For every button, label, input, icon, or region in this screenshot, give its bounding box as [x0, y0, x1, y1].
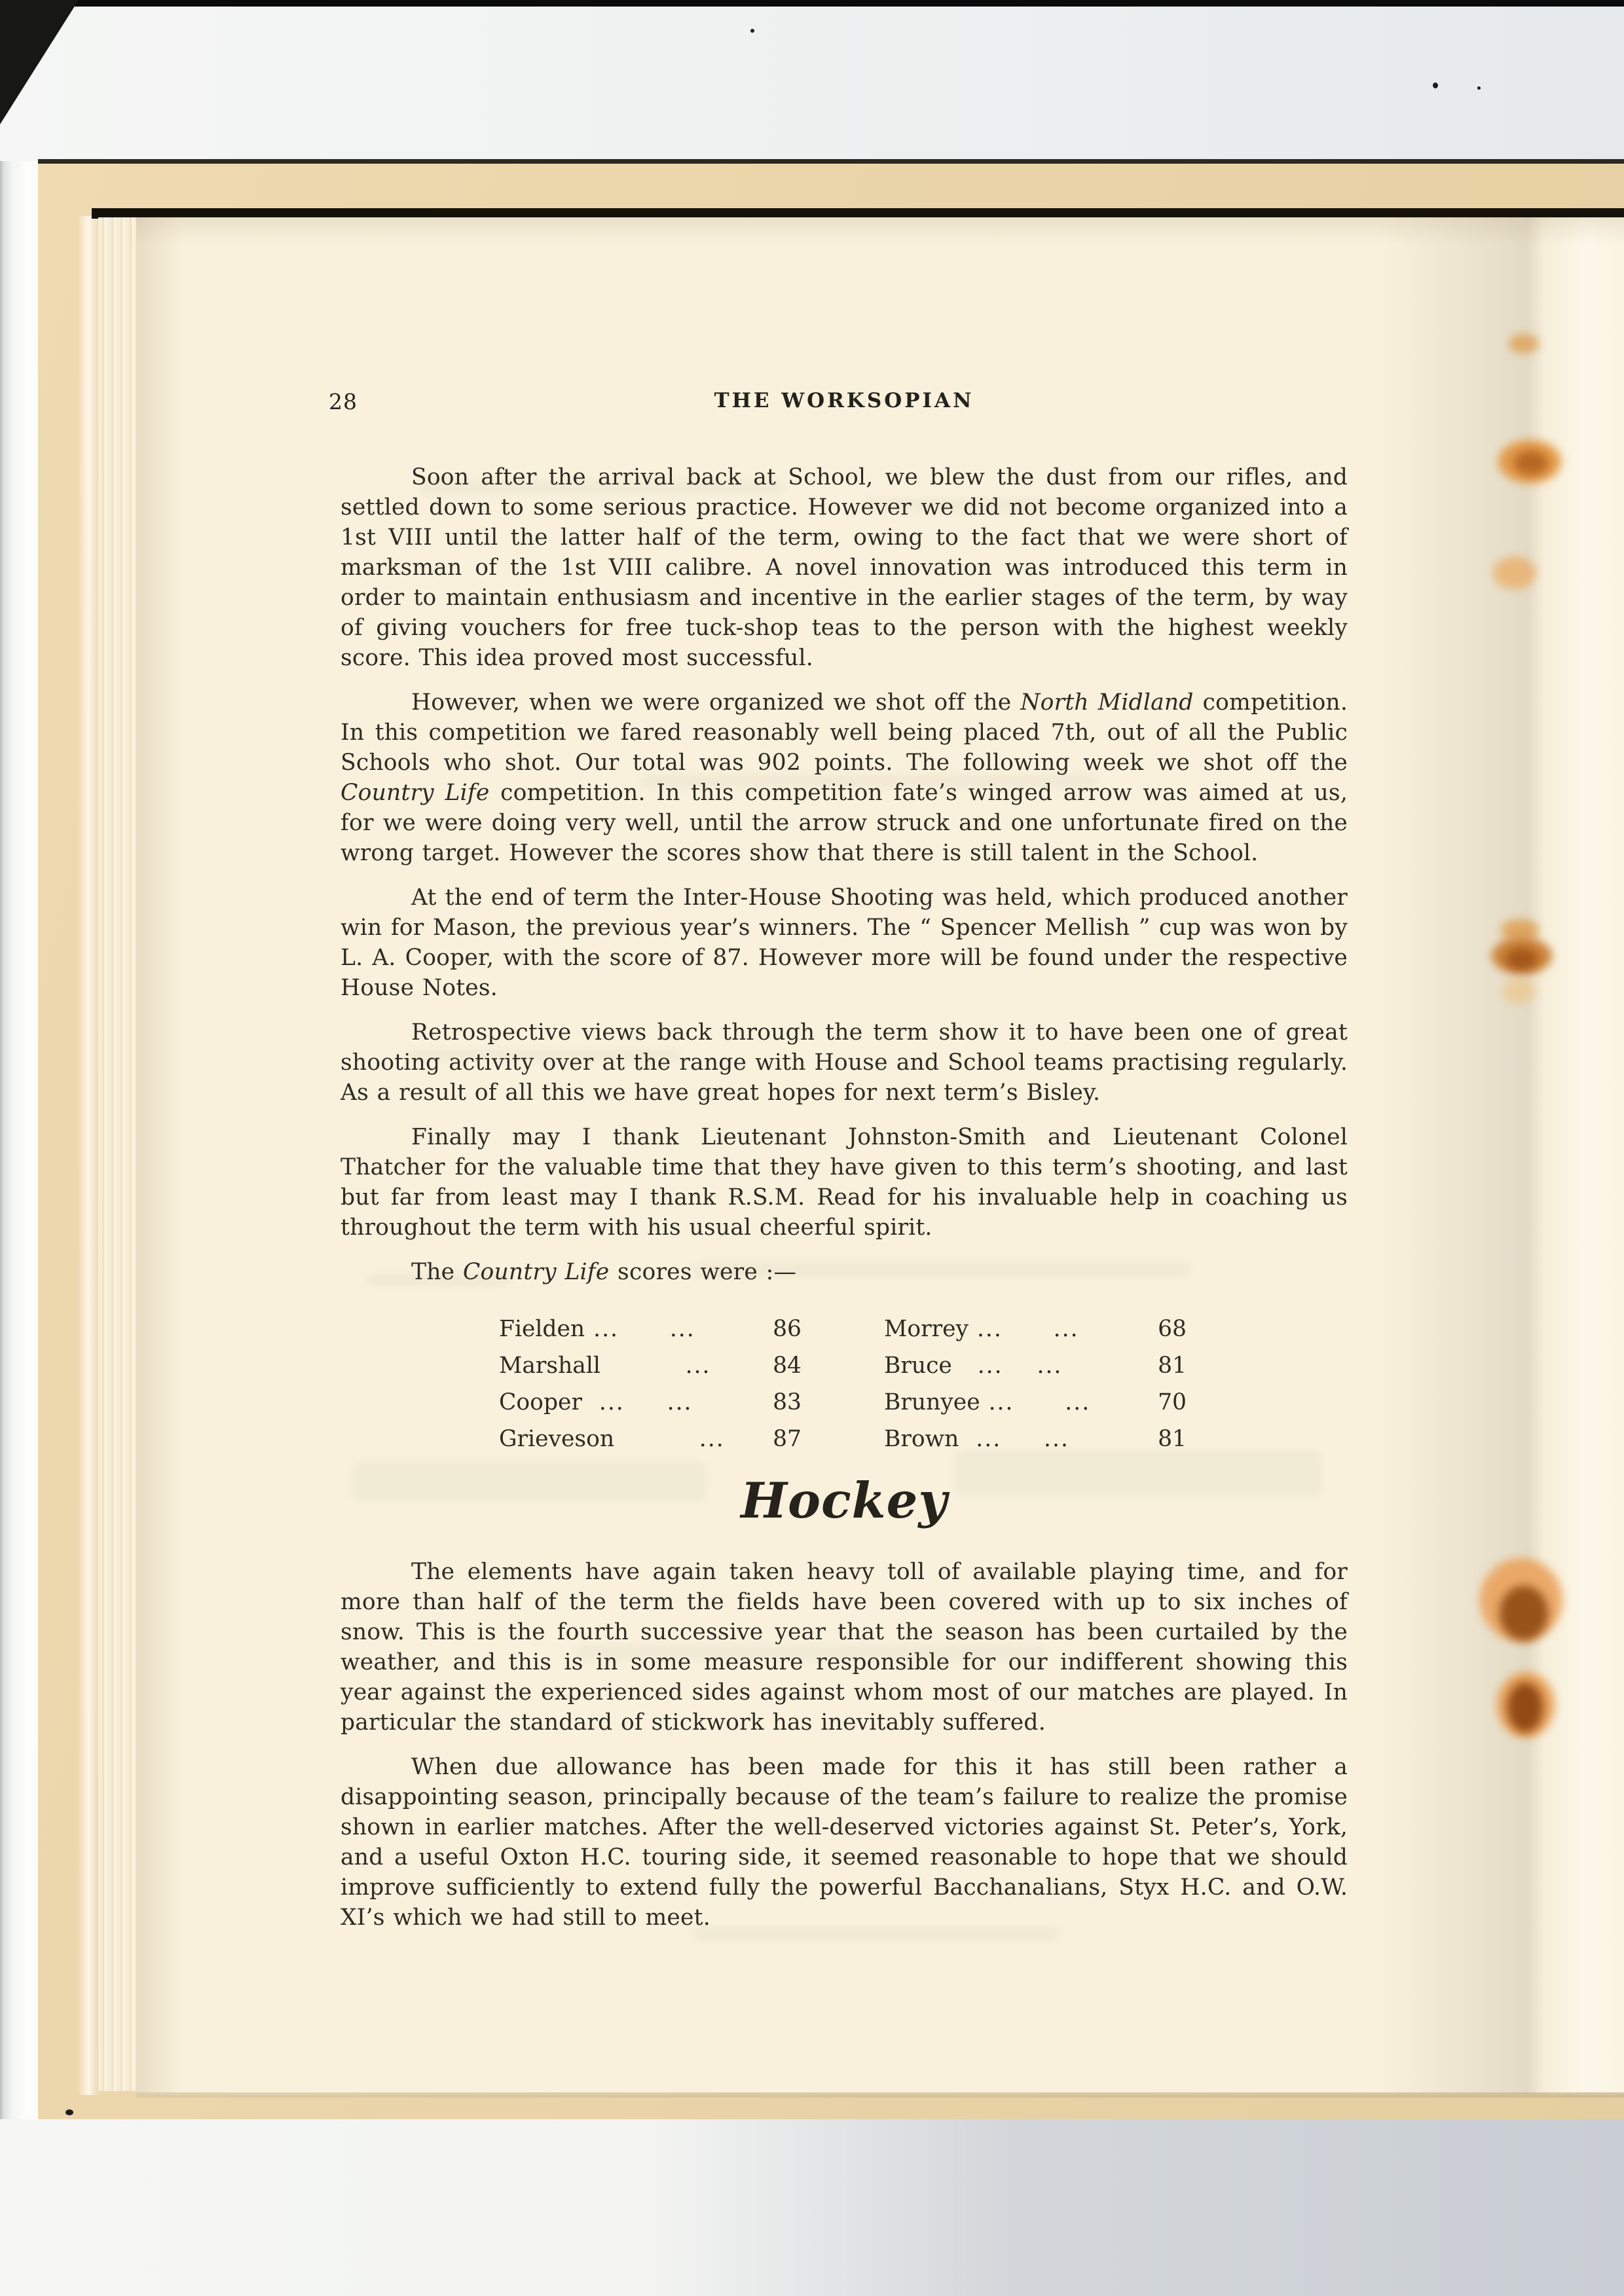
foxing-stain — [1493, 556, 1536, 589]
dot-leader: ... ... — [980, 1389, 1091, 1415]
score-value: 84 — [773, 1353, 802, 1379]
hockey-paragraph: When due allowance has been made for this it has still been rather a disappointing season, principally because of the team’s failure to realize the promise shown in earlier matches. After the well-deserved victories against St. Peter’s, York, and a useful Oxton H.C. touring side, it seemed reasonable to hope that we should improve sufficiently to extend fully the powerful Bacchanalians, Styx H.C. and O.W. XI’s which we had still to meet. — [341, 1754, 1348, 1931]
dot-leader: ... — [614, 1426, 725, 1452]
cover-corner-mark — [65, 2109, 73, 2115]
shooting-paragraph: Soon after the arrival back at School, we blew the dust from our rifles, and settled down to some serious practice. However we did not become organized into a 1st VIII until the latter half of the term, owing to the fact that we were short of marksman of the 1st VIII calibre. A novel innovation was introduced this term in order to maintain enthusiasm and incentive in the earlier stages of the term, by way of giving vouchers for free tuck-shop teas to the person with the highest weekly score. This idea proved most successful. — [341, 464, 1348, 671]
book-page — [136, 217, 1624, 2095]
scanner-background-left — [0, 161, 39, 2120]
score-entry — [884, 1311, 1187, 1347]
dot-leader: ... ... — [585, 1316, 695, 1342]
player-name: Morrey — [884, 1316, 969, 1342]
shooting-paragraph: However, when we were organized we shot off the North Midland competition. In this competition we fared reasonably well being placed 7th, out of all the Public Schools who shot. Our total was 902 points. The following week we shot off the Country Life competition. In this competition fate’s winged arrow was aimed at us, for we were doing very well, until the arrow struck and one unfortunate fired on the wrong target. However the scores show that there is still talent in the School. — [341, 689, 1348, 866]
foxing-stain — [1502, 978, 1535, 1004]
cover-inner-edge-highlight — [77, 216, 100, 2095]
cover-top-shadow — [38, 159, 1624, 164]
player-name: Bruce — [884, 1353, 952, 1379]
scanner-background-bottom — [0, 2119, 1624, 2296]
country-life-scores-table — [499, 1311, 1193, 1457]
score-value: 83 — [773, 1389, 802, 1415]
running-header: THE WORKSOPIAN — [714, 389, 974, 412]
score-entry — [499, 1421, 802, 1457]
dot-leader: ... — [600, 1353, 711, 1379]
page-bottom-edge — [136, 2092, 1624, 2098]
dot-leader: ... ... — [959, 1426, 1069, 1452]
score-row — [499, 1384, 1193, 1421]
foxing-stain — [1509, 334, 1539, 354]
scanner-background-top — [0, 7, 1624, 161]
scanner-top-edge — [0, 0, 1624, 7]
page-stack-edges — [98, 217, 138, 2091]
foxing-stain — [1514, 450, 1548, 475]
score-value: 68 — [1158, 1316, 1187, 1342]
dot-leader: ... ... — [581, 1389, 693, 1415]
dot-leader: ... ... — [951, 1353, 1063, 1379]
dust-speck — [1477, 86, 1481, 90]
score-value: 81 — [1158, 1426, 1187, 1452]
shooting-paragraph: At the end of term the Inter-House Shooting was held, which produced another win for Mason, the previous year’s winners. The “ Spencer Mellish ” cup was won by L. A. Cooper, with the score of 87. However more will be found under the respective House Notes. — [341, 884, 1348, 1001]
shooting-paragraph: Retrospective views back through the term show it to have been one of great shooting activity over at the range with House and School teams practising regularly. As a result of all this we have great hopes for next term’s Bisley. — [341, 1019, 1348, 1106]
score-value: 87 — [773, 1426, 802, 1452]
score-entry — [499, 1384, 802, 1421]
player-name: Brown — [884, 1426, 959, 1452]
score-value: 86 — [773, 1316, 802, 1342]
text-column — [341, 462, 1348, 1947]
score-entry — [499, 1347, 802, 1384]
score-entry — [884, 1347, 1187, 1384]
player-name: Fielden — [499, 1316, 585, 1342]
foxing-stain — [1500, 1586, 1548, 1641]
foxing-stain — [1506, 948, 1538, 970]
score-value: 70 — [1158, 1389, 1187, 1415]
score-entry — [499, 1311, 802, 1347]
player-name: Cooper — [499, 1389, 582, 1415]
dust-speck — [750, 29, 754, 33]
player-name: Brunyee — [884, 1389, 980, 1415]
score-entry — [884, 1421, 1187, 1457]
score-entry — [884, 1384, 1187, 1421]
foxing-stain — [1507, 1683, 1543, 1732]
hockey-section-title: Hockey — [741, 1472, 948, 1529]
page-header — [329, 389, 1348, 422]
page-number: 28 — [329, 389, 358, 414]
dust-speck — [1433, 82, 1438, 88]
score-row — [499, 1421, 1193, 1457]
score-row — [499, 1311, 1193, 1347]
dot-leader: ... ... — [969, 1316, 1079, 1342]
score-value: 81 — [1158, 1353, 1187, 1379]
scores-intro-line: The Country Life scores were :— — [411, 1259, 797, 1285]
player-name: Marshall — [499, 1353, 600, 1379]
score-row — [499, 1347, 1193, 1384]
hockey-paragraph: The elements have again taken heavy toll of available playing time, and for more than half of the term the fields have been covered with up to six inches of snow. This is the fourth successive year that the season has been curtailed by the weather, and this is in some measure responsible for our indifferent showing this year against the experienced sides against whom most of our matches are played. In particular the standard of stickwork has inevitably suffered. — [341, 1559, 1348, 1736]
player-name: Grieveson — [499, 1426, 615, 1452]
shooting-paragraph: Finally may I thank Lieutenant Johnston-Smith and Lieutenant Colonel Thatcher for the valuable time that they have given to this term’s shooting, and last but far from least may I thank R.S.M. Read for his invaluable help in coaching us throughout the term with his usual cheerful spirit. — [341, 1124, 1348, 1241]
